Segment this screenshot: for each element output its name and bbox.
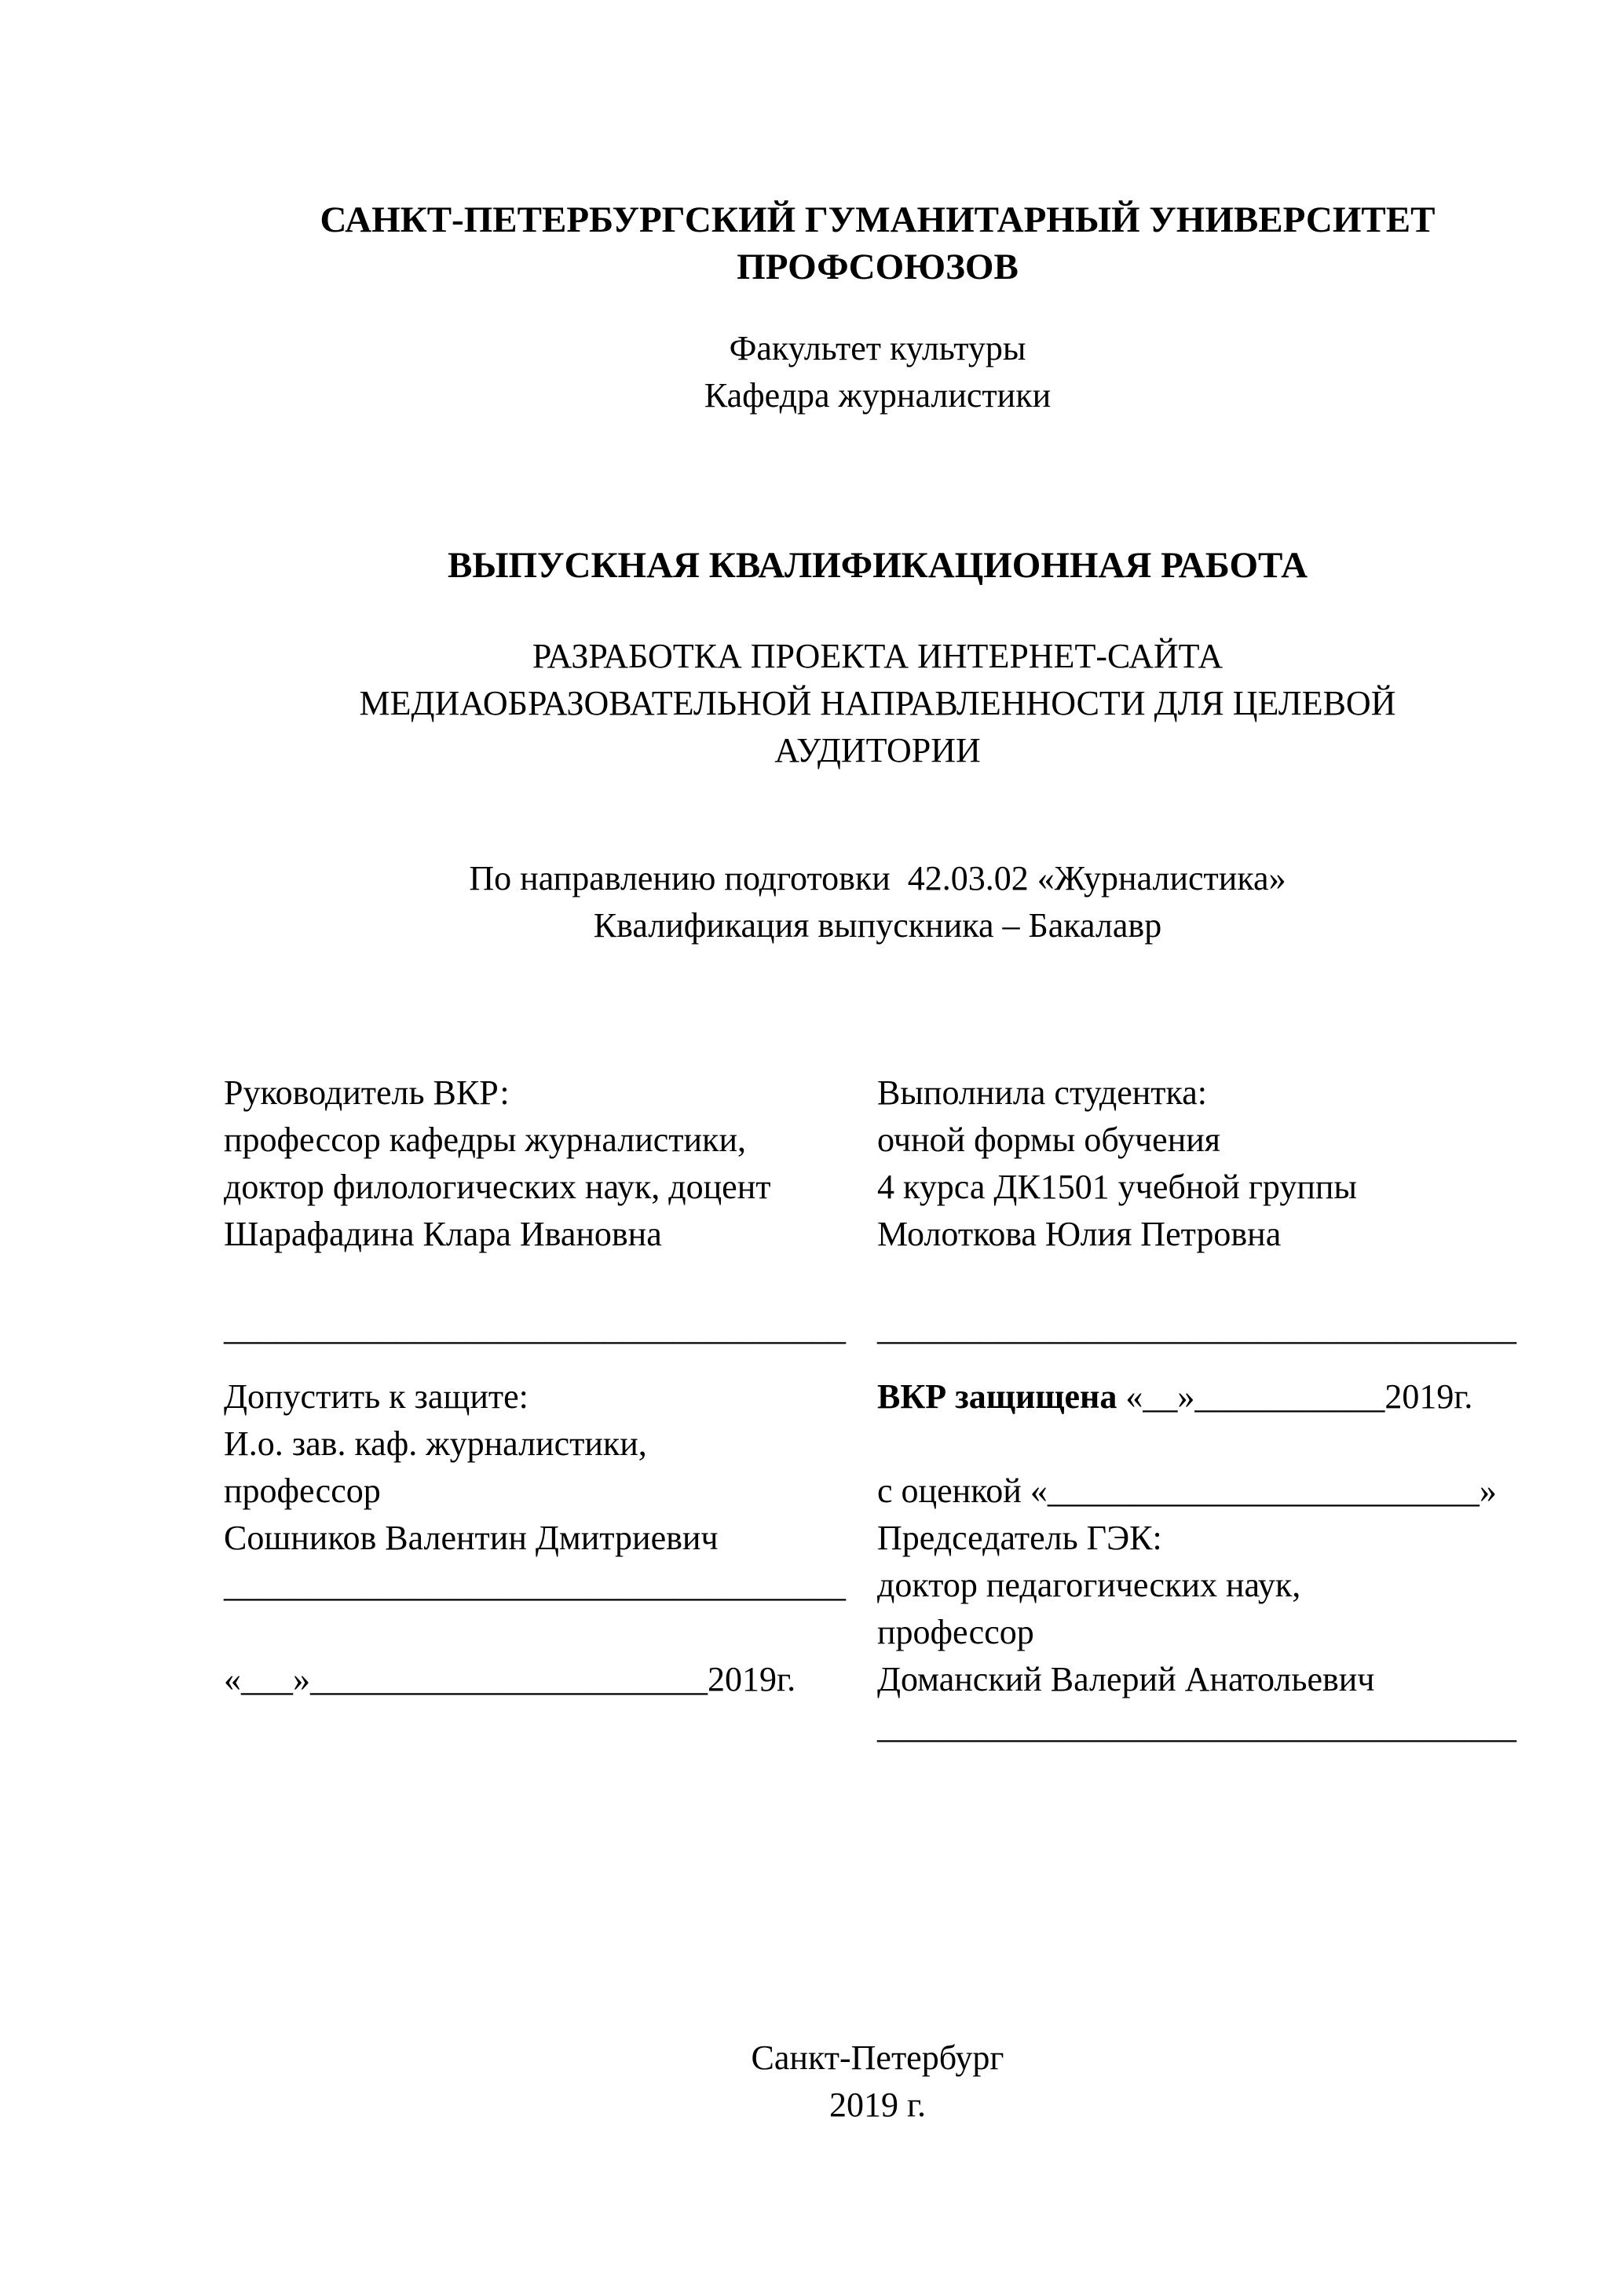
defense-date-line [877,1373,1531,1420]
admission-date-line: «___»_______________________2019г. [224,1660,796,1698]
supervisor-name-line: Шарафадина Клара Ивановна [224,1215,662,1253]
student-group-line: 4 курса ДК1501 учебной группы [877,1168,1357,1206]
supervisor-signature-line: ____________________________________ [224,1309,846,1347]
blank-line [224,1258,877,1305]
gek-chair-degree-line: доктор педагогических наук, [877,1566,1301,1604]
gek-chair-rank-line: профессор [877,1613,1034,1651]
defense-label-bold: ВКР защищена [877,1377,1117,1416]
defense-label-rest: «__»___________2019г. [1117,1377,1473,1416]
footer-year-line: 2019 г. [828,2086,927,2124]
supervisor-student-block [224,1069,1531,1352]
student-column [877,1069,1531,1352]
university-name-line1: САНКТ-ПЕТЕРБУРГСКИЙ ГУМАНИТАРНЫЙ УНИВЕРСИТЕТ [320,199,1436,240]
work-type [224,542,1531,589]
admission-position-line: И.о. зав. каф. журналистики, [224,1424,647,1463]
program-direction-line: По направлению подготовки 42.03.02 «Журналистика» [469,859,1286,898]
student-signature-line: _____________________________________ [877,1309,1516,1347]
supervisor-degree-line: доктор филологических наук, доцент [224,1168,771,1206]
faculty-line: Факультет культуры [729,329,1026,367]
admission-defense-block [224,1373,1531,1750]
work-type-line: ВЫПУСКНАЯ КВАЛИФИКАЦИОННАЯ РАБОТА [447,545,1308,586]
student-role-line: Выполнила студентка: [877,1073,1207,1112]
thesis-subject-line3: АУДИТОРИИ [774,731,981,770]
blank-line [224,1609,877,1656]
gek-chair-signature-line: _____________________________________ [877,1707,1516,1746]
footer [224,2035,1531,2129]
blank-line [877,1258,1531,1305]
thesis-subject-line1: РАЗРАБОТКА ПРОЕКТА ИНТЕРНЕТ-САЙТА [532,637,1223,675]
university-name-line2: ПРОФСОЮЗОВ [737,247,1019,287]
gek-chair-title-line: Председатель ГЭК: [877,1519,1162,1557]
admission-title-line: Допустить к защите: [224,1377,529,1416]
footer-city-line: Санкт-Петербург [751,2038,1004,2077]
program-qualification-line: Квалификация выпускника – Бакалавр [593,906,1162,945]
supervisor-position-line: профессор кафедры журналистики, [224,1121,746,1159]
page-content [0,196,1624,2129]
student-studyform-line: очной формы обучения [877,1121,1221,1159]
university-name [224,196,1531,291]
blank-line [877,1420,1531,1468]
admission-column [224,1373,877,1750]
program-info [224,855,1531,949]
faculty-department [224,325,1531,419]
thesis-subject [224,633,1531,774]
supervisor-role-line: Руководитель ВКР: [224,1073,510,1112]
thesis-subject-line2: МЕДИАОБРАЗОВАТЕЛЬНОЙ НАПРАВЛЕННОСТИ ДЛЯ ЦЕЛЕВОЙ [359,684,1396,722]
admission-rank-line: профессор [224,1472,381,1510]
gek-chair-name-line: Доманский Валерий Анатольевич [877,1660,1375,1698]
admission-name-line: Сошников Валентин Дмитриевич [224,1519,719,1557]
defense-grade-line: с оценкой «_________________________» [877,1472,1497,1510]
defense-column [877,1373,1531,1750]
admission-signature-line: ____________________________________ [224,1566,846,1604]
student-name-line: Молоткова Юлия Петровна [877,1215,1282,1253]
department-line: Кафедра журналистики [704,376,1052,415]
supervisor-column [224,1069,877,1352]
